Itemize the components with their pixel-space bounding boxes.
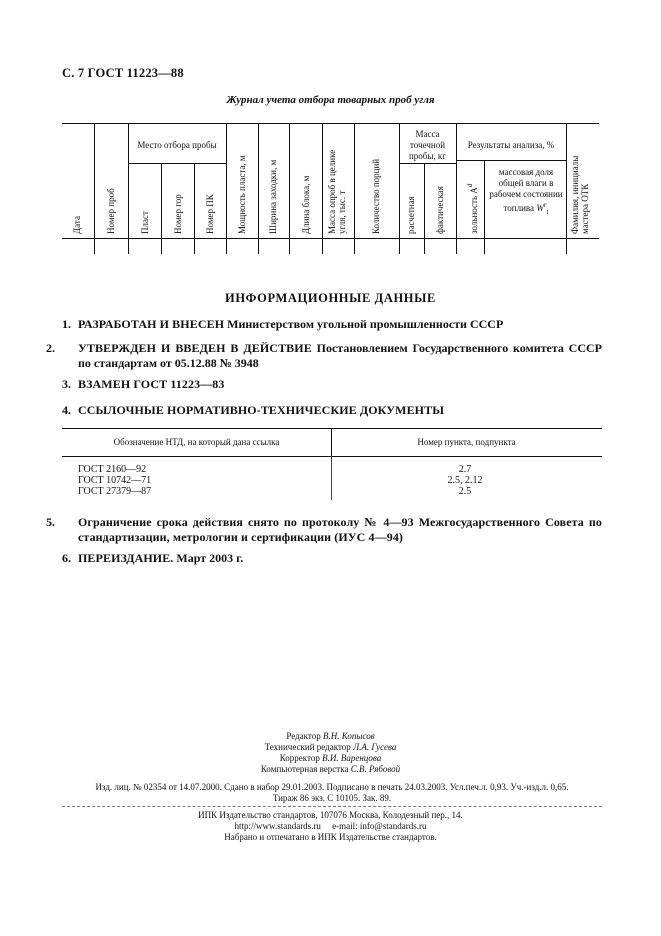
info-item-3: 3. ВЗАМЕН ГОСТ 11223—83 bbox=[62, 377, 225, 391]
ntd-item-2: 2.5, 2.12 bbox=[447, 475, 483, 486]
info-item-5: 5. Ограничение срока действия снято по протоколу № 4—93 Межгосударственного Совета по стандартизации, метрологии и сертификации (ИУС 4—94) bbox=[46, 515, 602, 544]
ntd-item-3: 2.5 bbox=[458, 486, 472, 497]
col-master: Фамилия, инициалы мастера ОТК bbox=[570, 155, 590, 234]
credits-tech-editor: Технический редактор Л.А. Гусева bbox=[264, 742, 397, 752]
group-point-mass: Масса точечной пробы, кг bbox=[408, 129, 446, 161]
publisher-line-2: http://www.standards.ru e-mail: info@standards.ru bbox=[234, 821, 427, 831]
col-horizon: Номер гор bbox=[173, 194, 183, 234]
col-width: Ширина заходки, м bbox=[268, 159, 278, 234]
col-calc: расчетная bbox=[406, 196, 416, 234]
col-length: Длина блока, м bbox=[301, 175, 311, 234]
col-date: Дата bbox=[72, 216, 82, 234]
ntd-col-doc: Обозначение НТД, на который дана ссылка bbox=[113, 437, 280, 447]
col-pk: Номер ПК bbox=[205, 194, 215, 234]
col-ash: зольность $A^d$ bbox=[466, 183, 479, 234]
ntd-doc-3: ГОСТ 27379—87 bbox=[78, 486, 152, 497]
credits-editor: Редактор В.Н. Копысов bbox=[286, 731, 375, 741]
col-mass-coal: Масса опроб в целике угля, тыс. т bbox=[327, 149, 347, 234]
info-title: ИНФОРМАЦИОННЫЕ ДАННЫЕ bbox=[225, 291, 436, 305]
ntd-doc-1: ГОСТ 2160—92 bbox=[78, 464, 147, 475]
info-item-6: 6. ПЕРЕИЗДАНИЕ. Март 2003 г. bbox=[62, 551, 244, 565]
group-results: Результаты анализа, % bbox=[467, 140, 555, 150]
col-actual: фактическая bbox=[435, 186, 445, 234]
credits-proofreader: Корректор В.И. Варенцова bbox=[279, 753, 382, 763]
publisher-line-1: ИПК Издательство стандартов, 107076 Москва, Колодезный пер., 14. bbox=[198, 810, 463, 820]
info-item-4: 4. ССЫЛОЧНЫЕ НОРМАТИВНО-ТЕХНИЧЕСКИЕ ДОКУМЕНТЫ bbox=[62, 403, 445, 417]
group-location: Место отбора пробы bbox=[137, 140, 217, 150]
col-sample-no: Номер проб bbox=[106, 188, 116, 234]
col-portions: Количество порций bbox=[371, 158, 381, 234]
ntd-item-1: 2.7 bbox=[458, 464, 472, 475]
ntd-col-item: Номер пункта, подпункта bbox=[417, 437, 516, 447]
divider bbox=[62, 806, 602, 807]
credits-layout: Компьютерная верстка С.В. Рябовой bbox=[260, 764, 401, 774]
imprint-line-2: Тираж 86 экз. С 10105. Зак. 89. bbox=[272, 793, 392, 803]
publisher-line-3: Набрано и отпечатано в ИПК Издательстве стандартов. bbox=[224, 832, 437, 842]
col-ash-sup: d bbox=[466, 183, 474, 188]
info-item-2: 2. УТВЕРЖДЕН И ВВЕДЕН В ДЕЙСТВИЕ Постановлением Государственного комитета СССР по стандартам от 05.12.88 № 3948 bbox=[46, 341, 602, 370]
page-header: С. 7 ГОСТ 11223—88 bbox=[62, 66, 184, 80]
col-moisture: массовая доля общей влаги в рабочем состоянии топлива $W^r_t$ bbox=[489, 167, 563, 216]
journal-title: Журнал учета отбора товарных проб угля bbox=[226, 94, 435, 106]
col-seam: Пласт bbox=[140, 211, 150, 234]
imprint-line-1: Изд. лиц. № 02354 от 14.07.2000. Сдано в набор 29.01.2003. Подписано в печать 24.03.2003. Усл.печ.л. 0,93. Уч.-изд.л. 0,65. bbox=[95, 782, 569, 792]
ntd-doc-2: ГОСТ 10742—71 bbox=[78, 475, 152, 486]
col-thickness: Мощность пласта, м bbox=[237, 155, 247, 234]
info-item-1: 1. РАЗРАБОТАН И ВНЕСЕН Министерством угольной промышленности СССР bbox=[62, 317, 504, 331]
